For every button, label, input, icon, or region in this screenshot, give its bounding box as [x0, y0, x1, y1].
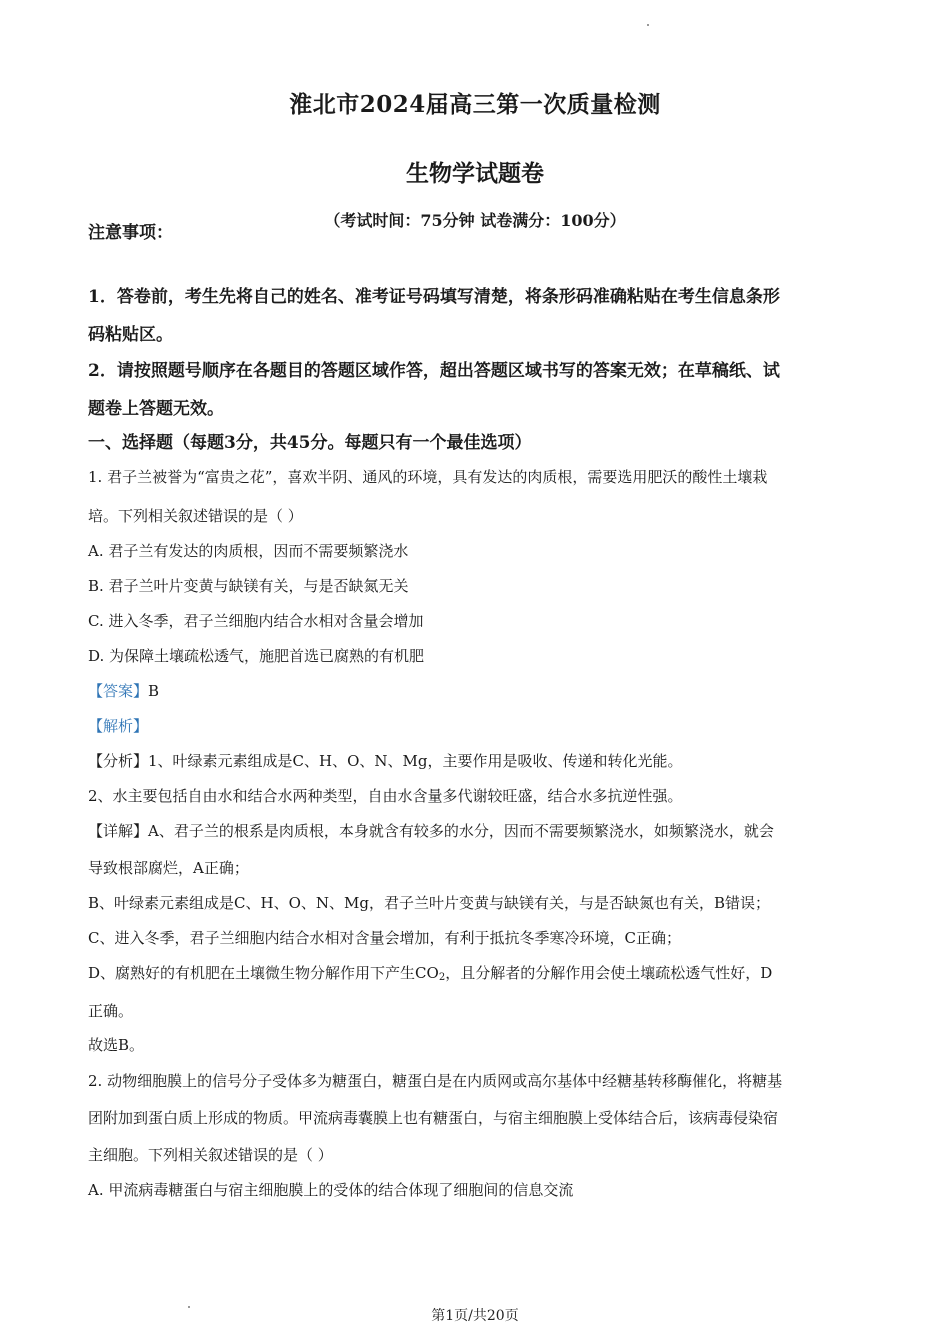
document-title: 淮北市2024届高三第一次质量检测 [289, 91, 661, 118]
co2-subscript: 2 [438, 972, 446, 983]
q1-analysis-line-1: 【分析】1、叶绿素元素组成是C、H、O、N、Mg，主要作用是吸收、传递和转化光能。 [88, 752, 683, 770]
q2-stem-line-3: 主细胞。下列相关叙述错误的是（ ） [88, 1146, 333, 1164]
q1-answer [88, 680, 159, 701]
scan-dot [647, 24, 649, 26]
q2-stem-line-2: 团附加到蛋白质上形成的物质。甲流病毒囊膜上也有糖蛋白，与宿主细胞膜上受体结合后，该病毒侵染宿 [88, 1109, 779, 1127]
q1-stem-line-1: 1. 君子兰被誉为“富贵之花”，喜欢半阴、通风的环境，具有发达的肉质根，需要选用肥沃的酸性土壤栽 [88, 468, 768, 486]
q1-option-c: C. 进入冬季，君子兰细胞内结合水相对含量会增加 [88, 612, 424, 630]
q1-detail-line-5 [88, 962, 772, 983]
analysis-label: 【解析】 [88, 717, 149, 735]
q1-option-d: D. 为保障土壤疏松透气，施肥首选已腐熟的有机肥 [88, 647, 425, 665]
q1-detail-line-4: C、进入冬季，君子兰细胞内结合水相对含量会增加，有利于抵抗冬季寒冷环境，C正确； [88, 929, 681, 947]
section-heading: 一、选择题（每题3分，共45分。每题只有一个最佳选项） [88, 433, 532, 453]
q1-detail-line-1: 【详解】A、君子兰的根系是肉质根，本身就含有较多的水分，因而不需要频繁浇水，如频繁浇水，就会 [88, 822, 774, 840]
q2-option-a: A. 甲流病毒糖蛋白与宿主细胞膜上的受体的结合体现了细胞间的信息交流 [88, 1181, 574, 1199]
page-footer: 第1页/共20页 [431, 1308, 519, 1324]
notes-heading: 注意事项： [88, 223, 173, 243]
note-2-line-1: 2．请按照题号顺序在各题目的答题区域作答，超出答题区域书写的答案无效；在草稿纸、试 [88, 361, 780, 381]
q1-option-b: B. 君子兰叶片变黄与缺镁有关，与是否缺氮无关 [88, 577, 409, 595]
detail-line-5-text-end: ，且分解者的分解作用会使土壤疏松透气性好，D [445, 964, 773, 982]
exam-info: （考试时间：75分钟 试卷满分：100分） [324, 211, 626, 230]
q1-option-a: A. 君子兰有发达的肉质根，因而不需要频繁浇水 [88, 542, 409, 560]
answer-label: 【答案】 [88, 682, 149, 700]
q2-stem-line-1: 2. 动物细胞膜上的信号分子受体多为糖蛋白，糖蛋白是在内质网或高尔基体中经糖基转移酶催化，将糖基 [88, 1072, 783, 1090]
q1-conclusion: 故选B。 [88, 1036, 145, 1054]
note-2-line-2: 题卷上答题无效。 [88, 399, 224, 419]
q1-detail-line-2: 导致根部腐烂，A正确； [88, 859, 249, 877]
answer-value: B [148, 682, 160, 700]
note-1-line-2: 码粘贴区。 [88, 325, 173, 345]
document-subtitle: 生物学试题卷 [406, 160, 544, 187]
detail-line-5-text: D、腐熟好的有机肥在土壤微生物分解作用下产生CO [88, 964, 439, 982]
q1-stem-line-2: 培。下列相关叙述错误的是（ ） [88, 507, 303, 525]
q1-analysis-line-2: 2、水主要包括自由水和结合水两种类型，自由水含量多代谢较旺盛，结合水多抗逆性强。 [88, 787, 683, 805]
q1-detail-line-6: 正确。 [88, 1002, 134, 1020]
note-1-line-1: 1．答卷前，考生先将自己的姓名、准考证号码填写清楚，将条形码准确粘贴在考生信息条形 [88, 287, 780, 307]
q1-detail-line-3: B、叶绿素元素组成是C、H、O、N、Mg，君子兰叶片变黄与缺镁有关，与是否缺氮也有关，B错误； [88, 894, 770, 912]
